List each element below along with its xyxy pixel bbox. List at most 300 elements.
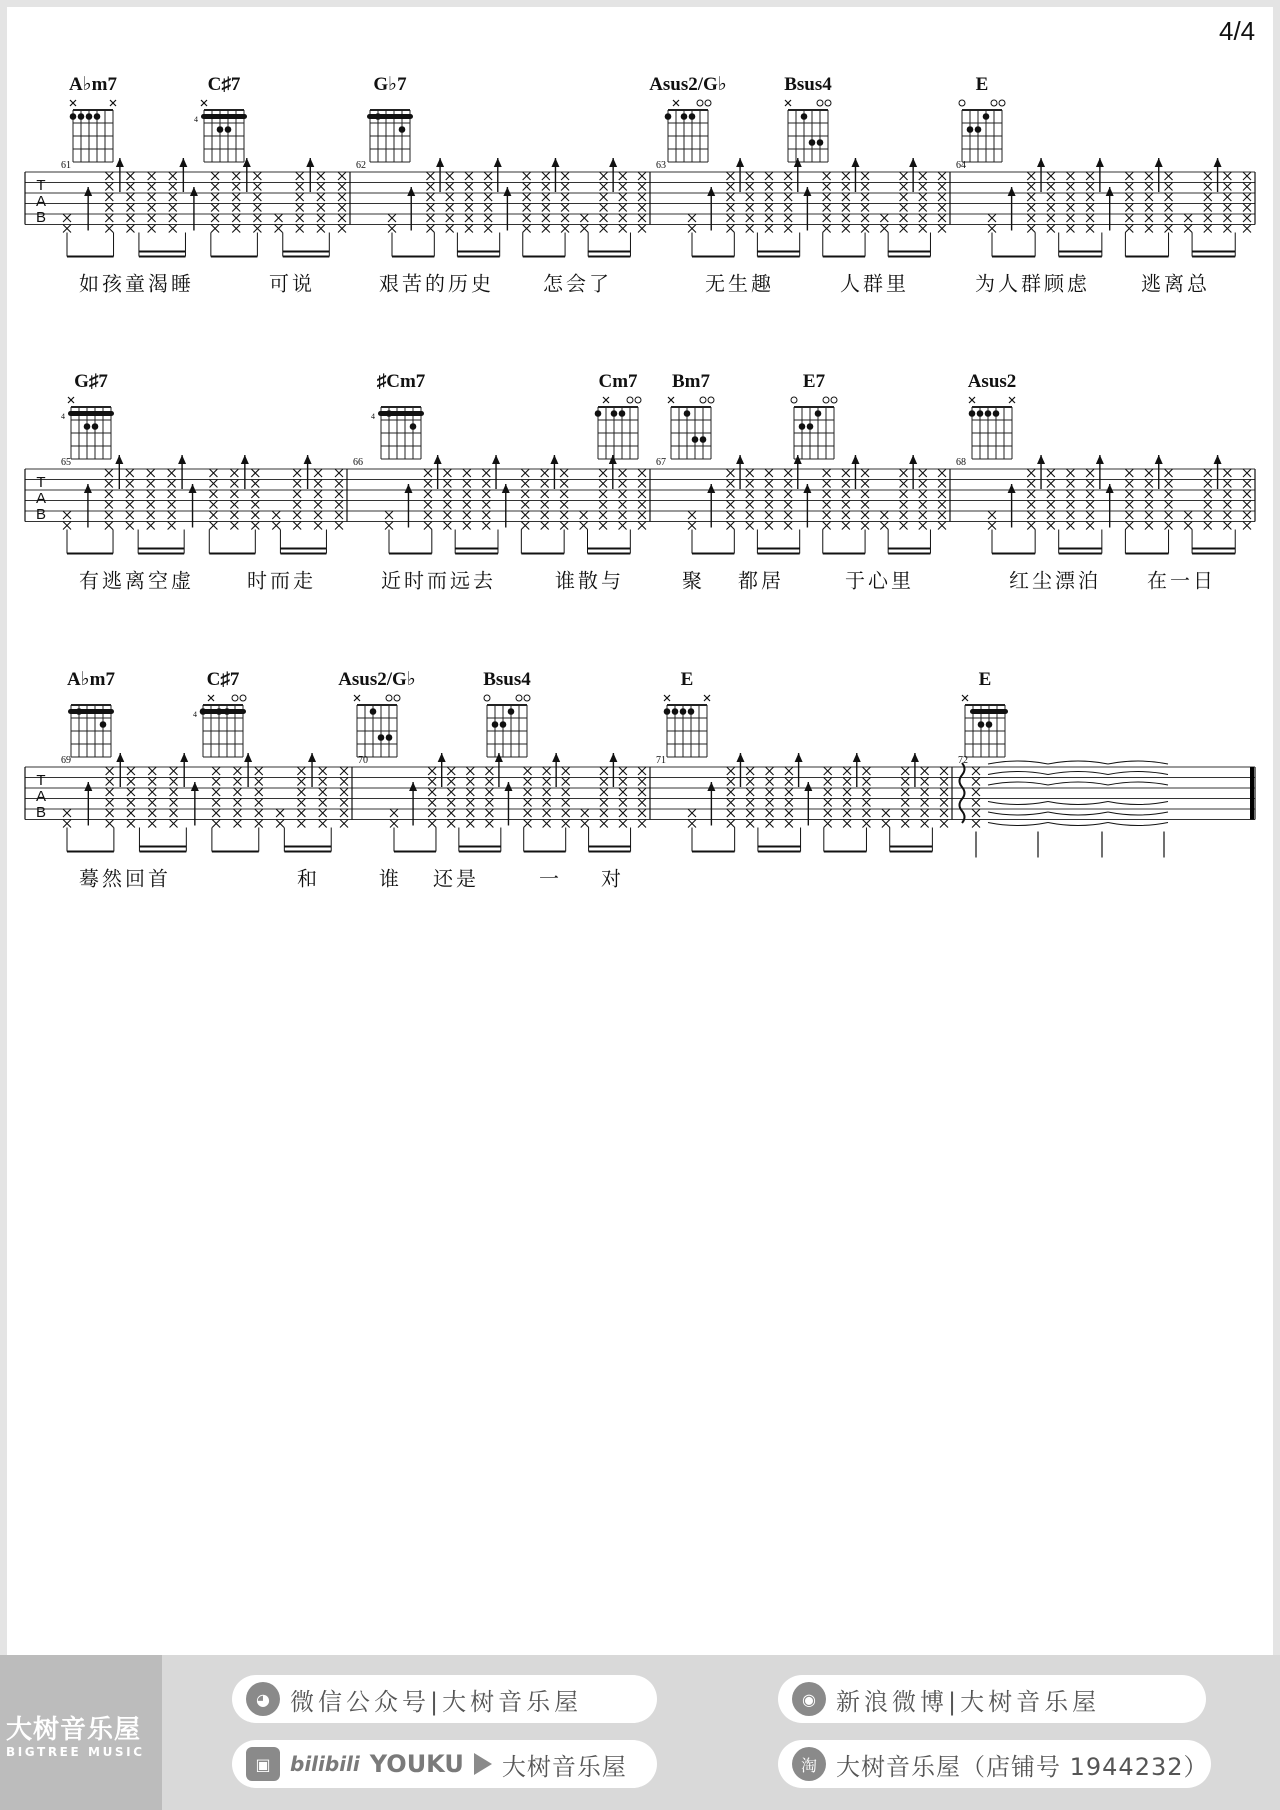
- strum-stroke: [106, 767, 114, 828]
- upstroke-arrow: [609, 158, 617, 192]
- chord-finger-dot: [809, 139, 816, 146]
- strum-stroke: [482, 469, 490, 530]
- chord-finger-dot: [217, 126, 224, 133]
- strum-stroke: [484, 172, 492, 233]
- bigtree-logo: [0, 1655, 162, 1810]
- arrow-head: [736, 158, 744, 167]
- strum-stroke: [1125, 469, 1133, 530]
- strum-stroke: [297, 767, 305, 828]
- strum-stroke: [619, 767, 627, 828]
- strum-stroke: [726, 469, 734, 530]
- chord-finger-dot: [665, 113, 672, 120]
- strum-stroke: [543, 767, 551, 828]
- lyric-text: 聚: [682, 568, 705, 593]
- arrow-head: [306, 158, 314, 167]
- strum-stroke: [317, 172, 325, 233]
- strum-stroke: [638, 172, 646, 233]
- arrow-head: [189, 484, 197, 493]
- strum-stroke: [1086, 469, 1094, 530]
- open-string-mark: [959, 100, 965, 106]
- arrow-head: [434, 455, 442, 464]
- lyric-text: 一: [539, 866, 562, 891]
- chord-name: Asus2/G♭: [649, 74, 727, 95]
- strum-stroke: [842, 172, 850, 233]
- open-string-mark: [232, 695, 238, 701]
- wechat-icon: ◕: [246, 1682, 280, 1716]
- strum-stroke: [1223, 172, 1231, 233]
- upstroke-arrow: [1214, 455, 1222, 489]
- arrow-head: [707, 484, 715, 493]
- arrow-head: [190, 187, 198, 196]
- strum-stroke: [443, 469, 451, 530]
- lyric-text: 艰苦的历史: [379, 271, 494, 296]
- strum-stroke: [600, 767, 608, 828]
- strum-stroke: [446, 172, 454, 233]
- lyric-text: 对: [601, 866, 624, 891]
- strum-stroke: [148, 172, 156, 233]
- chord-barre: [68, 709, 114, 714]
- arrow-head: [438, 753, 446, 762]
- strum-stroke: [485, 767, 493, 828]
- chord-diagram: [484, 695, 530, 757]
- upstroke-arrow: [436, 158, 444, 192]
- strum-stroke: [1243, 172, 1251, 233]
- arrow-head: [803, 187, 811, 196]
- upstroke-arrow: [495, 753, 503, 787]
- upstroke-arrow: [407, 187, 415, 231]
- upstroke-arrow: [306, 158, 314, 192]
- upstroke-arrow: [804, 782, 812, 826]
- upstroke-arrow: [736, 455, 744, 489]
- lyric-text: 谁: [379, 866, 402, 891]
- strum-stroke: [746, 469, 754, 530]
- strum-stroke: [1184, 511, 1192, 530]
- arrow-head: [795, 753, 803, 762]
- chord-finger-dot: [378, 734, 385, 741]
- chord-finger-dot: [815, 410, 822, 417]
- arrow-head: [241, 455, 249, 464]
- wechat-account-link[interactable]: [232, 1675, 657, 1723]
- open-string-mark: [240, 695, 246, 701]
- open-string-mark: [516, 695, 522, 701]
- upstroke-arrow: [492, 455, 500, 489]
- strum-stroke: [988, 511, 996, 530]
- strum-stroke: [148, 767, 156, 828]
- chord-finger-dot: [225, 126, 232, 133]
- chord-name: E7: [802, 371, 826, 392]
- arrow-head: [308, 753, 316, 762]
- final-barline: [1250, 767, 1254, 820]
- upstroke-arrow: [503, 187, 511, 231]
- weibo-account-link[interactable]: [778, 1675, 1206, 1723]
- lyric-text: 时而走: [247, 568, 316, 593]
- upstroke-arrow: [1106, 187, 1114, 231]
- open-string-mark: [823, 397, 829, 403]
- upstroke-arrow: [404, 484, 412, 528]
- arrow-head: [804, 782, 812, 791]
- upstroke-arrow: [609, 455, 617, 489]
- chord-diagram: [201, 100, 247, 162]
- upstroke-arrow: [504, 782, 512, 826]
- strum-stroke: [921, 767, 929, 828]
- upstroke-arrow: [909, 158, 917, 192]
- upstroke-arrow: [178, 455, 186, 489]
- arrow-head: [550, 455, 558, 464]
- upstroke-arrow: [609, 753, 617, 787]
- tab-clef-letter: B: [35, 209, 47, 226]
- lyric-text: 都居: [738, 568, 784, 593]
- lyric-text: 无生趣: [705, 271, 774, 296]
- strum-stroke: [230, 469, 238, 530]
- chord-finger-dot: [86, 113, 93, 120]
- strum-stroke: [823, 172, 831, 233]
- arrow-head: [436, 158, 444, 167]
- strum-stroke: [428, 767, 436, 828]
- chord-diagram: [785, 100, 831, 162]
- upstroke-arrow: [438, 753, 446, 787]
- chord-finger-dot: [978, 721, 985, 728]
- upstroke-arrow: [853, 753, 861, 787]
- measure-number: 68: [956, 457, 966, 468]
- lyric-text: 怎会了: [543, 271, 612, 296]
- arrow-head: [404, 484, 412, 493]
- chord-finger-dot: [370, 708, 377, 715]
- strum-stroke: [600, 172, 608, 233]
- arrow-head: [707, 782, 715, 791]
- bilibili-label: bilibili: [290, 1752, 360, 1776]
- arrow-head: [492, 455, 500, 464]
- strum-stroke: [1165, 469, 1173, 530]
- upstroke-arrow: [434, 455, 442, 489]
- measure-number: 71: [656, 755, 666, 766]
- arrow-head: [551, 158, 559, 167]
- lyric-text: 逃离总: [1141, 271, 1210, 296]
- tie-arc: [988, 782, 1048, 785]
- measure-number: 72: [958, 755, 968, 766]
- chord-finger-dot: [611, 410, 618, 417]
- chord-barre: [367, 114, 413, 119]
- tie-arc: [1108, 802, 1168, 805]
- strum-stroke: [319, 767, 327, 828]
- strum-stroke: [940, 767, 948, 828]
- strum-stroke: [746, 172, 754, 233]
- strum-stroke: [562, 767, 570, 828]
- chord-diagram: [367, 110, 413, 162]
- open-string-mark: [697, 100, 703, 106]
- tie-arc: [1048, 761, 1108, 764]
- lyric-text: 还是: [433, 866, 479, 891]
- strum-stroke: [340, 767, 348, 828]
- strum-stroke: [105, 469, 113, 530]
- upstroke-arrow: [803, 484, 811, 528]
- video-channels-link[interactable]: [232, 1740, 657, 1788]
- strum-stroke: [424, 469, 432, 530]
- chord-finger-dot: [410, 423, 417, 430]
- arrow-head: [1096, 158, 1104, 167]
- chord-finger-dot: [78, 113, 85, 120]
- strum-stroke: [209, 469, 217, 530]
- strum-stroke: [170, 767, 178, 828]
- upstroke-arrow: [115, 455, 123, 489]
- chord-diagram: [68, 397, 114, 459]
- arrow-head: [803, 484, 811, 493]
- arrow-head: [1155, 158, 1163, 167]
- upstroke-arrow: [308, 753, 316, 787]
- chord-diagram: [68, 705, 114, 757]
- upstroke-arrow: [84, 782, 92, 826]
- strum-stroke: [688, 214, 696, 233]
- tab-system: [25, 669, 1255, 891]
- strum-stroke: [1243, 469, 1251, 530]
- chord-finger-dot: [799, 423, 806, 430]
- strum-stroke: [463, 469, 471, 530]
- chord-barre: [68, 411, 114, 416]
- chord-finger-dot: [983, 113, 990, 120]
- upstroke-arrow: [911, 753, 919, 787]
- arrow-head: [609, 158, 617, 167]
- open-string-mark: [484, 695, 490, 701]
- arrow-head: [1214, 455, 1222, 464]
- open-string-mark: [394, 695, 400, 701]
- strum-stroke: [842, 469, 850, 530]
- upstroke-arrow: [1155, 158, 1163, 192]
- chord-finger-dot: [492, 721, 499, 728]
- upstroke-arrow: [736, 158, 744, 192]
- logo-english-text: BIGTREE MUSIC: [6, 1745, 145, 1759]
- arrow-head: [909, 158, 917, 167]
- taobao-icon: 淘: [792, 1747, 826, 1781]
- chord-name: ♯Cm7: [376, 371, 426, 392]
- chord-finger-dot: [986, 721, 993, 728]
- measure-number: 65: [61, 457, 71, 468]
- open-string-mark: [700, 397, 706, 403]
- strum-stroke: [765, 172, 773, 233]
- upstroke-arrow: [803, 187, 811, 231]
- arrow-head: [84, 484, 92, 493]
- strum-stroke: [1223, 469, 1231, 530]
- chord-finger-dot: [969, 410, 976, 417]
- lyric-text: 人群里: [840, 271, 909, 296]
- strum-stroke: [253, 172, 261, 233]
- tie-arc: [1048, 772, 1108, 775]
- lyric-text: 为人群顾虑: [975, 271, 1090, 296]
- chord-name: Cm7: [598, 371, 638, 392]
- chord-name: Asus2/G♭: [338, 669, 416, 690]
- strum-stroke: [580, 511, 588, 530]
- strum-stroke: [447, 767, 455, 828]
- arrow-head: [116, 753, 124, 762]
- strum-stroke: [766, 767, 774, 828]
- tie-arc: [988, 812, 1048, 815]
- strum-stroke: [523, 172, 531, 233]
- upstroke-arrow: [1155, 455, 1163, 489]
- strum-stroke: [168, 469, 176, 530]
- strum-stroke: [561, 172, 569, 233]
- upstroke-arrow: [707, 484, 715, 528]
- upstroke-arrow: [244, 753, 252, 787]
- upstroke-arrow: [1037, 455, 1045, 489]
- measure-number: 61: [61, 160, 71, 171]
- arpeggio-wave: [960, 763, 965, 823]
- chord-name: G♯7: [74, 371, 108, 392]
- page-number: 4/4: [1219, 16, 1256, 46]
- chord-finger-dot: [985, 410, 992, 417]
- tab-clef-letter: B: [35, 506, 47, 523]
- upstroke-arrow: [243, 158, 251, 192]
- measure-number: 67: [656, 457, 666, 468]
- upstroke-arrow: [795, 753, 803, 787]
- chord-diagram: [668, 397, 714, 459]
- upstroke-arrow: [1008, 484, 1016, 528]
- chord-name: C♯7: [207, 74, 241, 95]
- tab-clef-letter: T: [36, 772, 46, 789]
- measure-number: 70: [358, 755, 368, 766]
- chord-barre: [378, 411, 424, 416]
- tie-arc: [988, 761, 1048, 764]
- strum-stroke: [824, 767, 832, 828]
- chord-name: A♭m7: [68, 74, 118, 95]
- upstroke-arrow: [191, 782, 199, 826]
- measure-number: 69: [61, 755, 71, 766]
- chord-diagram: [595, 397, 641, 459]
- strum-stroke: [784, 172, 792, 233]
- chord-finger-dot: [807, 423, 814, 430]
- strum-stroke: [727, 767, 735, 828]
- chord-finger-dot: [70, 113, 77, 120]
- strum-stroke: [390, 809, 398, 828]
- open-string-mark: [817, 100, 823, 106]
- upstroke-arrow: [851, 455, 859, 489]
- arrow-head: [1106, 187, 1114, 196]
- arrow-head: [736, 455, 744, 464]
- chord-barre: [970, 709, 1008, 714]
- arrow-head: [191, 782, 199, 791]
- chord-finger-dot: [967, 126, 974, 133]
- chord-finger-dot: [681, 113, 688, 120]
- arrow-head: [244, 753, 252, 762]
- strum-stroke: [63, 809, 71, 828]
- open-string-mark: [386, 695, 392, 701]
- upstroke-arrow: [1037, 158, 1045, 192]
- lyric-text: 谁散与: [555, 568, 624, 593]
- strum-stroke: [126, 469, 134, 530]
- chord-finger-dot: [689, 113, 696, 120]
- chord-fret-number: 4: [194, 115, 198, 124]
- strum-stroke: [1145, 172, 1153, 233]
- youku-label: YOUKU: [369, 1750, 464, 1778]
- strum-stroke: [972, 767, 980, 828]
- strum-stroke: [1125, 172, 1133, 233]
- arrow-head: [552, 753, 560, 762]
- open-string-mark: [991, 100, 997, 106]
- chord-finger-dot: [680, 708, 687, 715]
- chord-diagram: [791, 397, 837, 459]
- chord-name: E: [978, 669, 992, 690]
- chord-finger-dot: [100, 721, 107, 728]
- open-string-mark: [635, 397, 641, 403]
- measure-number: 66: [353, 457, 363, 468]
- upstroke-arrow: [550, 455, 558, 489]
- strum-stroke: [335, 469, 343, 530]
- upstroke-arrow: [241, 455, 249, 489]
- chord-finger-dot: [386, 734, 393, 741]
- chord-finger-dot: [664, 708, 671, 715]
- upstroke-arrow: [189, 484, 197, 528]
- upstroke-arrow: [1106, 484, 1114, 528]
- chord-name: E: [975, 74, 989, 95]
- weibo-account-label: 新浪微博|大树音乐屋: [836, 1687, 1101, 1716]
- arrow-head: [84, 187, 92, 196]
- tab-score: [7, 7, 1273, 1655]
- chord-diagram: [959, 100, 1005, 162]
- tab-system: [25, 371, 1255, 593]
- upstroke-arrow: [84, 187, 92, 231]
- tie-arc: [1048, 802, 1108, 805]
- strum-stroke: [599, 469, 607, 530]
- strum-stroke: [638, 469, 646, 530]
- strum-stroke: [785, 767, 793, 828]
- strum-stroke: [105, 172, 113, 233]
- strum-stroke: [1184, 214, 1192, 233]
- arrow-head: [911, 753, 919, 762]
- upstroke-arrow: [794, 158, 802, 192]
- chord-name: G♭7: [373, 74, 407, 95]
- weibo-icon: ◉: [792, 1682, 826, 1716]
- chord-name: Bm7: [672, 371, 710, 392]
- open-string-mark: [627, 397, 633, 403]
- strum-stroke: [524, 767, 532, 828]
- chord-diagram: [378, 407, 424, 459]
- upstroke-arrow: [551, 158, 559, 192]
- upstroke-arrow: [502, 484, 510, 528]
- strum-stroke: [784, 469, 792, 530]
- lyric-text: 蓦然回首: [79, 866, 171, 891]
- strum-stroke: [63, 511, 71, 530]
- strum-stroke: [638, 767, 646, 828]
- strum-stroke: [542, 172, 550, 233]
- strum-stroke: [1204, 172, 1212, 233]
- chord-finger-dot: [84, 423, 91, 430]
- taobao-shop-link[interactable]: [778, 1740, 1211, 1788]
- strum-stroke: [1047, 172, 1055, 233]
- chord-fret-number: 4: [193, 710, 197, 719]
- strum-stroke: [296, 172, 304, 233]
- strum-stroke: [746, 767, 754, 828]
- strum-stroke: [688, 511, 696, 530]
- upstroke-arrow: [707, 782, 715, 826]
- open-string-mark: [825, 100, 831, 106]
- arrow-head: [1096, 455, 1104, 464]
- measure-number: 63: [656, 160, 666, 171]
- tab-system: [25, 74, 1255, 296]
- chord-finger-dot: [975, 126, 982, 133]
- tab-clef-letter: A: [35, 193, 47, 210]
- strum-stroke: [275, 214, 283, 233]
- strum-stroke: [1047, 469, 1055, 530]
- upstroke-arrow: [1214, 158, 1222, 192]
- strum-stroke: [919, 469, 927, 530]
- strum-stroke: [388, 214, 396, 233]
- lyric-text: 红尘漂泊: [1009, 568, 1101, 593]
- lyric-text: 和: [297, 866, 320, 891]
- tie-arc: [1048, 812, 1108, 815]
- upstroke-arrow: [1096, 158, 1104, 192]
- arrow-head: [179, 158, 187, 167]
- arrow-head: [502, 484, 510, 493]
- strum-stroke: [900, 469, 908, 530]
- open-string-mark: [831, 397, 837, 403]
- lyric-text: 在一日: [1147, 568, 1216, 593]
